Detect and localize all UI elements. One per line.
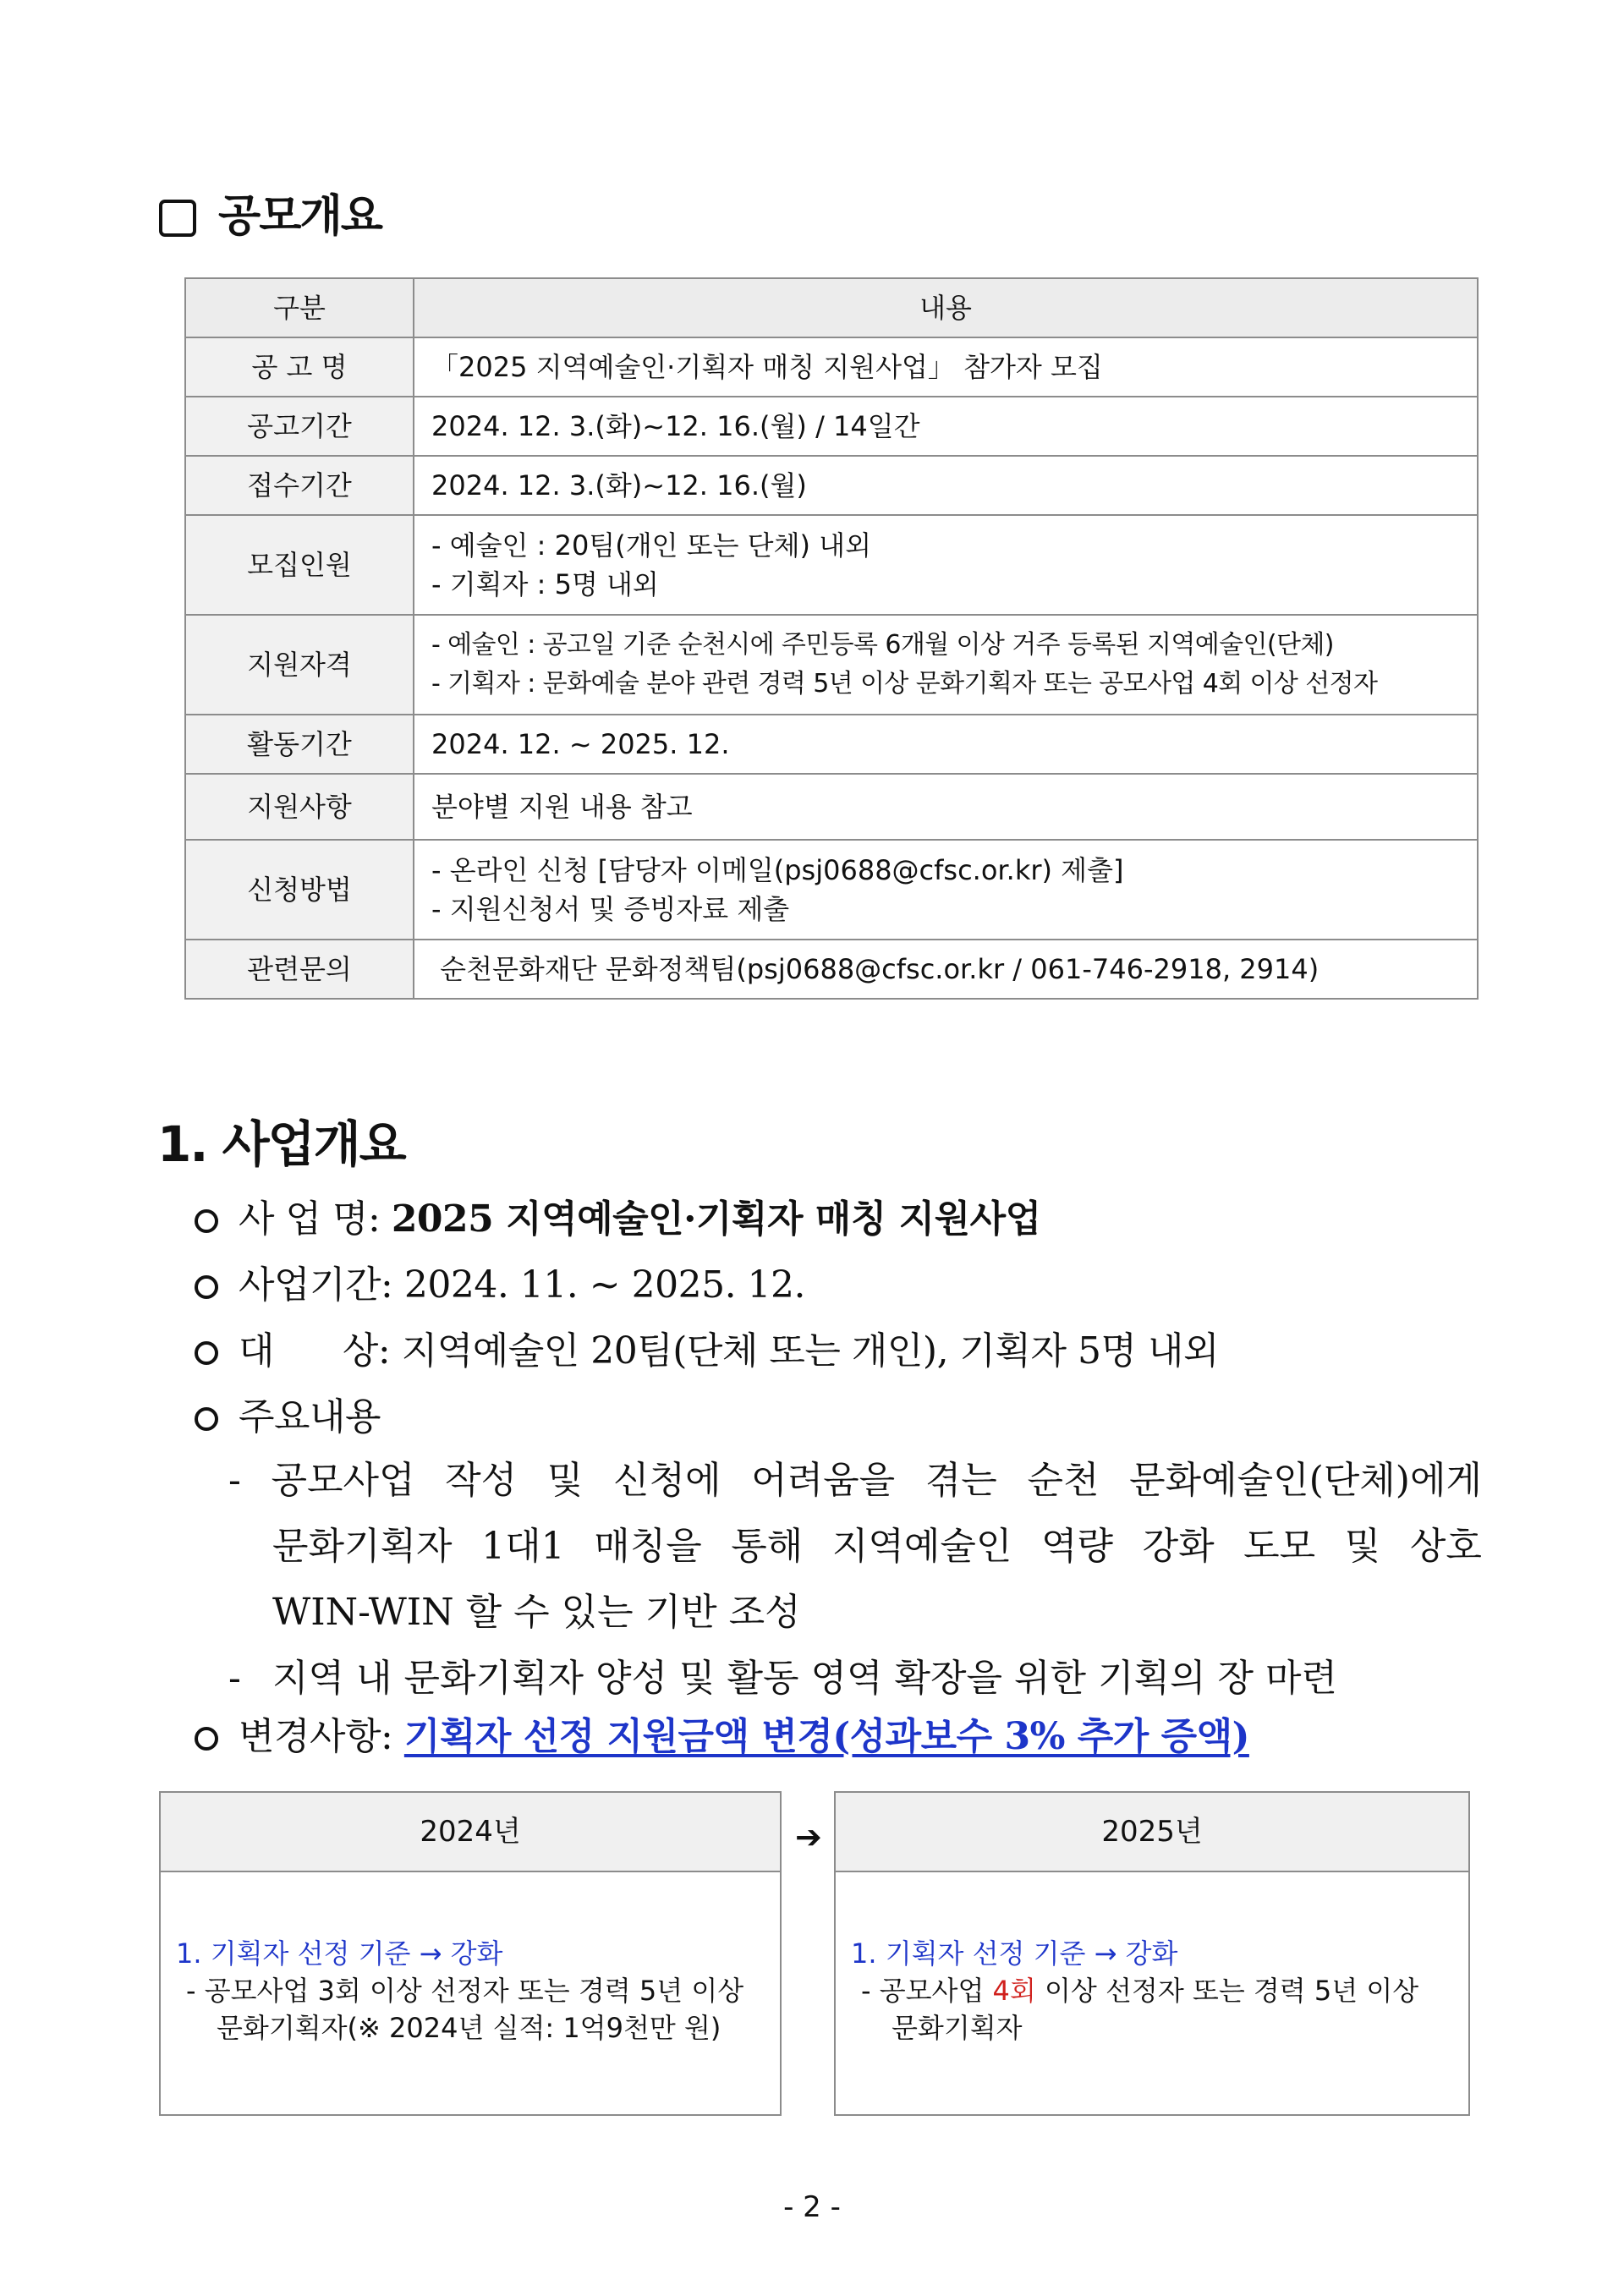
row-label: 접수기간: [185, 456, 414, 515]
row-value-line: - 지원신청서 및 증빙자료 제출: [431, 893, 790, 925]
page-number: - 2 -: [783, 2190, 841, 2224]
table-row: [185, 397, 1478, 456]
table-row: [185, 940, 1478, 999]
table-header-content: 내용: [414, 278, 1478, 337]
label: 사 업 명:: [239, 1197, 381, 1241]
change-value: 기획자 선정 지원금액 변경(성과보수 3% 추가 증액): [403, 1715, 1249, 1758]
paragraph-word: 겪는: [924, 1459, 997, 1502]
paragraph-word: 1대1: [481, 1525, 565, 1568]
table-row: [185, 615, 1478, 715]
row-label: 지원사항: [185, 774, 414, 840]
row-value-line: - 온라인 신청 [담당자 이메일(psj0688@cfsc.or.kr) 제출]: [431, 854, 1124, 886]
section-heading-business: 1. 사업개요: [157, 1115, 405, 1173]
row-label: 모집인원: [185, 515, 414, 615]
paragraph-word: 신청에: [612, 1459, 721, 1502]
paragraph-word: 순천: [1027, 1459, 1100, 1502]
table-header-row: [185, 278, 1478, 337]
compare-line-post: 이상 선정자 또는 경력 5년 이상: [1035, 1975, 1419, 2007]
value: 2024. 11. ~ 2025. 12.: [403, 1263, 806, 1307]
compare-body-2024: [176, 1935, 771, 2047]
paragraph-word: 작성: [445, 1459, 518, 1502]
compare-title-2025: 2025년: [836, 1793, 1468, 1872]
row-value: [414, 840, 1478, 940]
row-value-line: - 기획자 : 5명 내외: [431, 568, 659, 600]
circle-bullet-icon: [195, 1727, 218, 1751]
compare-line: - 공모사업 3회 이상 선정자 또는 경력 5년 이상: [186, 1975, 744, 2007]
row-value-line: - 예술인 : 20팀(개인 또는 단체) 내외: [431, 529, 871, 562]
bullet-change: [195, 1712, 1249, 1762]
circle-bullet-icon: [195, 1209, 218, 1233]
table-row: [185, 337, 1478, 397]
paragraph-word: 매칭을: [594, 1525, 702, 1568]
paragraph-word: 상호: [1409, 1525, 1482, 1568]
row-label: 관련문의: [185, 940, 414, 999]
compare-highlight: 4회: [992, 1975, 1036, 2007]
section-heading-overview: 공모개요: [218, 191, 381, 242]
row-value: 「2025 지역예술인·기획자 매칭 지원사업」 참가자 모집: [414, 337, 1478, 397]
row-value: 2024. 12. 3.(화)~12. 16.(월) / 14일간: [414, 397, 1478, 456]
paragraph-word: 어려움을: [751, 1459, 896, 1502]
paragraph-word: 문화기획자: [272, 1525, 453, 1568]
compare-line: [851, 1972, 1460, 2009]
row-value: 2024. 12. 3.(화)~12. 16.(월): [414, 456, 1478, 515]
row-label: 지원자격: [185, 615, 414, 715]
paragraph-word: 강화: [1142, 1525, 1215, 1568]
row-label: 신청방법: [185, 840, 414, 940]
value: 지역예술인 20팀(단체 또는 개인), 기획자 5명 내외: [401, 1329, 1220, 1373]
dash-bullet: -: [228, 1657, 241, 1700]
paragraph-text: 지역 내 문화기획자 양성 및 활동 영역 확장을 위한 기획의 장 마련: [272, 1657, 1337, 1700]
row-label: 공고기간: [185, 397, 414, 456]
compare-body-2025: [851, 1935, 1460, 2047]
circle-bullet-icon: [195, 1275, 218, 1299]
compare-line-pre: - 공모사업: [861, 1975, 993, 2007]
table-row: [185, 840, 1478, 940]
paragraph-word: 공모사업: [271, 1459, 415, 1502]
row-value: 분야별 지원 내용 참고: [414, 774, 1478, 840]
bullet-target: [195, 1326, 1219, 1377]
bullet-business-period: [195, 1260, 805, 1311]
paragraph-word: 문화예술인(단체)에게: [1129, 1459, 1482, 1502]
table-row: [185, 715, 1478, 774]
row-value: [414, 615, 1478, 715]
row-value-line: - 예술인 : 공고일 기준 순천시에 주민등록 6개월 이상 거주 등록된 지역예술인(단체): [431, 630, 1334, 660]
compare-item: 1. 기획자 선정 기준 → 강화: [176, 1937, 503, 1970]
paragraph-word: 통해: [731, 1525, 804, 1568]
bullet-main-content: [195, 1392, 381, 1443]
value: 2025 지역예술인·기획자 매칭 지원사업: [391, 1197, 1041, 1241]
row-label: 공 고 명: [185, 337, 414, 397]
table-row: [185, 515, 1478, 615]
label: 대 상:: [239, 1329, 391, 1373]
paragraph-line: [228, 1514, 1482, 1580]
table-header-category: 구분: [185, 278, 414, 337]
content-paragraph-2: [228, 1646, 1482, 1712]
compare-line: 문화기획자: [892, 2012, 1023, 2044]
arrow-right-icon: ➔: [795, 1818, 822, 1855]
paragraph-word: 역량: [1040, 1525, 1113, 1568]
label: 사업기간:: [239, 1263, 393, 1307]
paragraph-line: [228, 1646, 1482, 1712]
paragraph-line: WIN-WIN 할 수 있는 기반 조성: [272, 1591, 801, 1634]
compare-box-2025: [834, 1791, 1470, 2116]
paragraph-word: 및: [1344, 1525, 1381, 1568]
paragraph-word: 도모: [1243, 1525, 1316, 1568]
row-value-line: - 기획자 : 문화예술 분야 관련 경력 5년 이상 문화기획자 또는 공모사업 4회 이상 선정자: [431, 669, 1378, 699]
paragraph-word: 지역예술인: [831, 1525, 1012, 1568]
dash-bullet: -: [228, 1459, 241, 1502]
content-paragraph-1: [228, 1448, 1526, 1646]
label: 주요내용: [239, 1395, 381, 1438]
circle-bullet-icon: [195, 1407, 218, 1431]
circle-bullet-icon: [195, 1341, 218, 1365]
paragraph-word: 및: [546, 1459, 584, 1502]
label: 변경사항:: [239, 1715, 393, 1758]
compare-title-2024: 2024년: [161, 1793, 780, 1872]
paragraph-line: [228, 1448, 1482, 1514]
compare-line: 문화기획자(※ 2024년 실적: 1억9천만 원): [217, 2012, 721, 2044]
row-value: [414, 515, 1478, 615]
table-row: [185, 456, 1478, 515]
row-value: 2024. 12. ~ 2025. 12.: [414, 715, 1478, 774]
compare-box-2024: [159, 1791, 782, 2116]
table-row: [185, 774, 1478, 840]
row-label: 활동기간: [185, 715, 414, 774]
checkbox-icon: [159, 200, 196, 237]
bullet-business-name: [195, 1194, 1041, 1245]
row-value: 순천문화재단 문화정책팀(psj0688@cfsc.or.kr / 061-746-2918, 2914): [414, 940, 1478, 999]
overview-table: [184, 277, 1479, 1000]
compare-item: 1. 기획자 선정 기준 → 강화: [851, 1937, 1178, 1970]
